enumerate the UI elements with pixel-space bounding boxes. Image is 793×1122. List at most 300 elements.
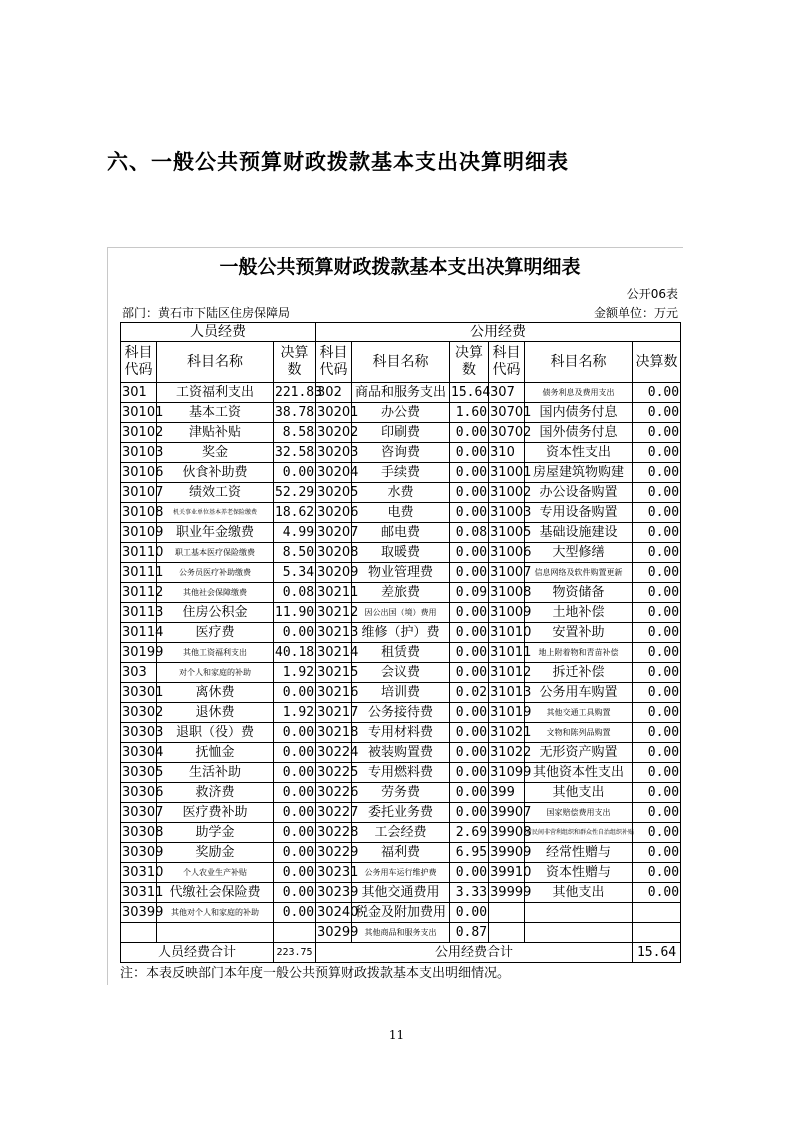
item-name: 职业年金缴费 [157,523,274,543]
table-row [121,823,681,843]
item-amount: 0.00 [450,863,489,883]
item-name: 其他支出 [525,783,633,803]
item-amount: 0.00 [274,843,316,863]
item-code: 30303 [121,723,157,743]
item-amount: 0.00 [450,763,489,783]
item-code: 30108 [121,503,157,523]
item-name: 手续费 [352,463,450,483]
table-row [121,543,681,563]
table-row [121,643,681,663]
item-name: 邮电费 [352,523,450,543]
table-row [121,403,681,423]
item-amount: 0.00 [633,443,681,463]
item-amount: 32.58 [274,443,316,463]
item-name: 基本工资 [157,403,274,423]
item-code: 30216 [316,683,352,703]
item-name: 印刷费 [352,423,450,443]
item-code: 31001 [489,463,525,483]
item-amount: 0.00 [633,743,681,763]
item-name: 离休费 [157,683,274,703]
item-code: 31021 [489,723,525,743]
item-code [121,923,157,943]
item-code: 30110 [121,543,157,563]
group-header-row [121,323,681,342]
item-code: 30114 [121,623,157,643]
item-code: 30701 [489,403,525,423]
item-name: 会议费 [352,663,450,683]
item-name: 对个人和家庭的补助 [157,663,274,683]
item-name: 工资福利支出 [157,383,274,403]
table-row [121,423,681,443]
amount-header: 决算数 [274,342,316,383]
item-name: 公务接待费 [352,703,450,723]
table-row [121,763,681,783]
item-name: 因公出国（境）费用 [352,603,450,623]
item-amount: 0.08 [274,583,316,603]
item-amount: 0.00 [274,463,316,483]
item-name: 专用设备购置 [525,503,633,523]
item-name: 土地补偿 [525,603,633,623]
item-name: 个人农业生产补贴 [157,863,274,883]
item-code: 30206 [316,503,352,523]
item-code: 30102 [121,423,157,443]
item-amount: 0.00 [274,683,316,703]
name-header: 科目名称 [352,342,450,383]
item-amount: 0.00 [450,603,489,623]
form-number: 公开06表 [626,287,678,301]
item-code: 30208 [316,543,352,563]
item-code: 301 [121,383,157,403]
item-amount: 0.00 [633,783,681,803]
amount-header: 决算数 [450,342,489,383]
item-name: 资本性赠与 [525,863,633,883]
item-code: 31008 [489,583,525,603]
item-code: 30205 [316,483,352,503]
item-code: 30301 [121,683,157,703]
item-name: 取暖费 [352,543,450,563]
table-row [121,663,681,683]
item-name: 其他社会保障缴费 [157,583,274,603]
item-code: 30311 [121,883,157,903]
table-body [121,383,681,943]
item-amount: 0.00 [450,703,489,723]
item-code: 30310 [121,863,157,883]
item-code: 30199 [121,643,157,663]
item-name: 电费 [352,503,450,523]
item-code: 30399 [121,903,157,923]
item-name: 物业管理费 [352,563,450,583]
item-amount: 0.00 [633,463,681,483]
item-amount: 1.92 [274,703,316,723]
item-amount: 0.00 [450,803,489,823]
item-name: 其他资本性支出 [525,763,633,783]
item-code: 30240 [316,903,352,923]
item-name: 医疗费 [157,623,274,643]
item-amount: 0.00 [274,903,316,923]
item-code: 30229 [316,843,352,863]
page-number: 11 [388,1028,405,1042]
table-row [121,443,681,463]
item-name: 其他商品和服务支出 [352,923,450,943]
item-name: 生活补助 [157,763,274,783]
item-code: 31022 [489,743,525,763]
table-row [121,843,681,863]
item-amount: 0.00 [633,703,681,723]
item-amount: 0.09 [450,583,489,603]
item-name: 文物和陈列品购置 [525,723,633,743]
item-code: 31002 [489,483,525,503]
item-code: 30218 [316,723,352,743]
item-amount: 0.00 [274,743,316,763]
item-name: 伙食补助费 [157,463,274,483]
item-name: 维修（护）费 [352,623,450,643]
item-amount: 0.00 [633,823,681,843]
item-name: 物资储备 [525,583,633,603]
item-amount: 0.00 [450,723,489,743]
item-code [489,903,525,923]
item-code: 30228 [316,823,352,843]
item-code: 30224 [316,743,352,763]
item-name: 基础设施建设 [525,523,633,543]
item-code: 307 [489,383,525,403]
item-name: 其他交通费用 [352,883,450,903]
item-code [489,923,525,943]
item-amount: 0.00 [450,743,489,763]
item-amount: 6.95 [450,843,489,863]
item-name: 专用燃料费 [352,763,450,783]
item-amount: 0.00 [633,423,681,443]
item-amount: 52.29 [274,483,316,503]
item-name: 无形资产购置 [525,743,633,763]
item-amount: 0.00 [274,783,316,803]
item-code: 30306 [121,783,157,803]
item-code: 30213 [316,623,352,643]
item-name: 办公费 [352,403,450,423]
table-title: 一般公共预算财政拨款基本支出决算明细表 [219,256,581,278]
personnel-total-label: 人员经费合计 [121,943,274,963]
item-code: 310 [489,443,525,463]
item-amount: 0.00 [274,883,316,903]
item-name: 公务员医疗补助缴费 [157,563,274,583]
item-name: 绩效工资 [157,483,274,503]
item-name: 经常性赠与 [525,843,633,863]
table-row [121,623,681,643]
item-amount: 0.00 [633,503,681,523]
item-code: 30309 [121,843,157,863]
item-code: 30203 [316,443,352,463]
item-amount: 1.92 [274,663,316,683]
amount-header: 决算数 [633,342,681,383]
item-amount: 0.02 [450,683,489,703]
item-amount: 0.00 [633,683,681,703]
table-row [121,683,681,703]
item-amount: 0.00 [450,563,489,583]
table-row [121,903,681,923]
item-code: 31009 [489,603,525,623]
item-code: 30209 [316,563,352,583]
code-header: 科目代码 [316,342,352,383]
item-name: 奖金 [157,443,274,463]
item-name: 救济费 [157,783,274,803]
item-amount: 18.62 [274,503,316,523]
item-amount: 4.99 [274,523,316,543]
item-name: 水费 [352,483,450,503]
item-amount: 0.00 [633,583,681,603]
item-name: 债务利息及费用支出 [525,383,633,403]
item-code: 30106 [121,463,157,483]
item-code: 30211 [316,583,352,603]
item-code: 39909 [489,843,525,863]
item-code: 30226 [316,783,352,803]
table-row [121,563,681,583]
item-amount: 15.64 [450,383,489,403]
item-amount: 0.00 [450,423,489,443]
item-amount: 0.00 [450,903,489,923]
item-name: 专用材料费 [352,723,450,743]
public-total-label: 公用经费合计 [316,943,633,963]
item-code: 30111 [121,563,157,583]
item-name: 差旅费 [352,583,450,603]
item-name: 对民间非营利组织和群众性自治组织补贴 [525,823,633,843]
item-amount: 0.00 [633,643,681,663]
item-code: 39907 [489,803,525,823]
item-name: 大型修缮 [525,543,633,563]
item-amount: 0.00 [633,883,681,903]
item-code: 30215 [316,663,352,683]
item-code: 39908 [489,823,525,843]
item-code: 30239 [316,883,352,903]
item-name: 福利费 [352,843,450,863]
item-name: 机关事业单位基本养老保险缴费 [157,503,274,523]
item-name: 资本性支出 [525,443,633,463]
item-amount: 0.00 [450,643,489,663]
name-header: 科目名称 [157,342,274,383]
item-amount: 8.50 [274,543,316,563]
item-code: 30103 [121,443,157,463]
item-code: 31005 [489,523,525,543]
item-code: 30107 [121,483,157,503]
item-amount: 0.00 [450,543,489,563]
unit-label: 金额单位：万元 [593,306,678,320]
item-name: 培训费 [352,683,450,703]
item-name: 信息网络及软件购置更新 [525,563,633,583]
item-amount: 0.00 [274,763,316,783]
item-name: 工会经费 [352,823,450,843]
item-name: 医疗费补助 [157,803,274,823]
section-heading: 六、一般公共预算财政拨款基本支出决算明细表 [107,149,569,174]
table-row [121,863,681,883]
item-amount: 0.00 [450,663,489,683]
item-code: 31003 [489,503,525,523]
item-name: 房屋建筑物购建 [525,463,633,483]
item-name: 津贴补贴 [157,423,274,443]
item-code: 39999 [489,883,525,903]
table-row [121,603,681,623]
item-code: 31006 [489,543,525,563]
item-name: 公务用车运行维护费 [352,863,450,883]
item-name: 助学金 [157,823,274,843]
item-code: 303 [121,663,157,683]
item-name: 拆迁补偿 [525,663,633,683]
item-amount: 0.00 [633,623,681,643]
table-row [121,883,681,903]
item-amount: 0.00 [450,443,489,463]
personnel-group-header: 人员经费 [121,323,316,342]
item-amount: 0.00 [633,483,681,503]
table-row [121,483,681,503]
item-amount: 0.00 [633,383,681,403]
code-header: 科目代码 [489,342,525,383]
item-code: 30225 [316,763,352,783]
table-note: 注：本表反映部门本年度一般公共预算财政拨款基本支出明细情况。 [120,966,511,981]
item-amount: 40.18 [274,643,316,663]
item-amount [633,923,681,943]
item-code: 30207 [316,523,352,543]
item-amount: 0.08 [450,523,489,543]
item-code: 30101 [121,403,157,423]
table-row [121,523,681,543]
item-name: 退休费 [157,703,274,723]
item-name: 咨询费 [352,443,450,463]
item-code: 30302 [121,703,157,723]
table-row [121,923,681,943]
item-name: 其他工资福利支出 [157,643,274,663]
item-name: 其他交通工具购置 [525,703,633,723]
item-code: 30201 [316,403,352,423]
item-name [525,903,633,923]
item-code: 30308 [121,823,157,843]
item-name: 商品和服务支出 [352,383,450,403]
item-amount: 0.00 [633,763,681,783]
item-name: 国内债务付息 [525,403,633,423]
item-name: 代缴社会保险费 [157,883,274,903]
item-code: 31019 [489,703,525,723]
item-name: 租赁费 [352,643,450,663]
item-code: 30231 [316,863,352,883]
department-label: 部门：黄石市下陆区住房保障局 [122,306,291,320]
table-row [121,503,681,523]
item-amount: 0.00 [450,623,489,643]
item-name: 委托业务费 [352,803,450,823]
item-name: 职工基本医疗保险缴费 [157,543,274,563]
item-code: 302 [316,383,352,403]
item-amount: 0.00 [633,523,681,543]
item-name: 退职（役）费 [157,723,274,743]
item-amount: 0.00 [450,503,489,523]
item-amount: 1.60 [450,403,489,423]
item-amount: 8.58 [274,423,316,443]
item-amount: 0.00 [633,663,681,683]
item-amount: 0.00 [274,723,316,743]
table-row [121,803,681,823]
item-name: 安置补助 [525,623,633,643]
item-name: 被装购置费 [352,743,450,763]
item-amount: 0.00 [633,543,681,563]
item-amount: 0.00 [450,483,489,503]
item-amount: 0.00 [274,803,316,823]
item-amount: 38.78 [274,403,316,423]
item-amount: 3.33 [450,883,489,903]
item-amount: 0.00 [633,863,681,883]
item-code: 30109 [121,523,157,543]
item-name: 办公设备购置 [525,483,633,503]
item-amount: 221.83 [274,383,316,403]
item-code: 30702 [489,423,525,443]
item-name: 其他对个人和家庭的补助 [157,903,274,923]
item-amount: 5.34 [274,563,316,583]
item-amount: 0.00 [450,463,489,483]
item-amount [633,903,681,923]
item-amount: 0.00 [274,623,316,643]
public-group-header: 公用经费 [316,323,681,342]
name-header: 科目名称 [525,342,633,383]
item-code: 31010 [489,623,525,643]
item-code: 30214 [316,643,352,663]
item-code: 31013 [489,683,525,703]
table-row [121,723,681,743]
item-code: 30212 [316,603,352,623]
item-code: 31099 [489,763,525,783]
item-amount: 0.00 [633,603,681,623]
item-amount: 2.69 [450,823,489,843]
item-code: 31012 [489,663,525,683]
item-name: 抚恤金 [157,743,274,763]
item-amount [274,923,316,943]
item-name: 税金及附加费用 [352,903,450,923]
item-name: 住房公积金 [157,603,274,623]
item-amount: 0.00 [633,843,681,863]
item-code: 30113 [121,603,157,623]
item-code: 30112 [121,583,157,603]
item-code: 30217 [316,703,352,723]
totals-row [121,943,681,963]
column-header-row [121,342,681,383]
item-amount: 0.00 [274,863,316,883]
code-header: 科目代码 [121,342,157,383]
item-code: 30305 [121,763,157,783]
table-row [121,743,681,763]
item-name: 地上附着物和青苗补偿 [525,643,633,663]
item-amount: 0.00 [633,403,681,423]
item-amount: 0.00 [450,783,489,803]
table-row [121,383,681,403]
item-code: 30204 [316,463,352,483]
item-amount: 11.90 [274,603,316,623]
item-name: 奖励金 [157,843,274,863]
item-amount: 0.87 [450,923,489,943]
table-row [121,783,681,803]
item-amount: 0.00 [633,723,681,743]
item-name: 国外债务付息 [525,423,633,443]
item-name: 劳务费 [352,783,450,803]
item-name [157,923,274,943]
table-row [121,463,681,483]
item-name [525,923,633,943]
item-code: 31007 [489,563,525,583]
table-row [121,703,681,723]
personnel-total-value: 223.75 [274,943,316,963]
item-code: 30299 [316,923,352,943]
item-code: 30227 [316,803,352,823]
item-amount: 0.00 [633,803,681,823]
item-name: 国家赔偿费用支出 [525,803,633,823]
item-code: 30307 [121,803,157,823]
item-amount: 0.00 [274,823,316,843]
expenditure-table [120,322,681,963]
item-code: 399 [489,783,525,803]
item-code: 30202 [316,423,352,443]
table-row [121,583,681,603]
